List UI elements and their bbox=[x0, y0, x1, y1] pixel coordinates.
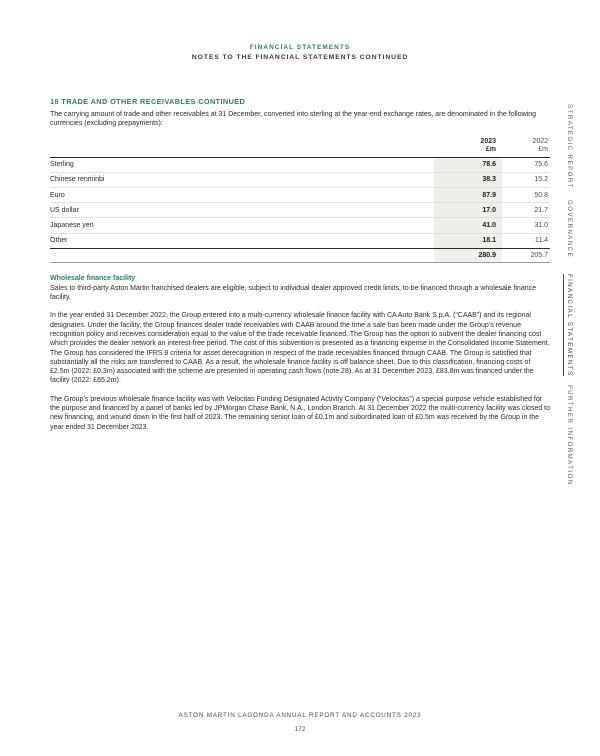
row-value-2023: 38.3 bbox=[434, 172, 502, 187]
table-header-empty bbox=[50, 138, 434, 158]
column-year-2022: 2022 bbox=[532, 137, 548, 145]
table-row bbox=[50, 172, 550, 187]
column-year-2023: 2023 bbox=[480, 137, 496, 145]
table-header-2022 bbox=[502, 138, 550, 158]
wholesale-paragraph-2: In the year ended 31 December 2022, the Group entered into a multi-currency wholesale finance facility with CA Auto Bank S.p.A. (“CAAB”) and its regional designates. Under the facility, the Group finances dealer trade receivables with CAAB around the time a sale has been made under the Group’s revenue recognition policy and receives consideration equal to the value of the trade receivable financed. The Group has the option to subvent the dealer financing cost which provides the dealer network an interest-free period. The cost of this subvention is presented as a financing expense in the Consolidated Income Statement. The Group has considered the IFRS 9 criteria for asset derecognition in respect of the trade receivables financed through CAAB. The Group is satisfied that substantially all the risks are transferred to CAAB. As a result, the wholesale finance facility is off balance sheet. Due to this classification, financing costs of £2.5m (2022: £0.3m) associated with the scheme are presented in operating cash flows (note 28). As at 31 December 2023, £83.8m was financed under the facility (2022: £65.2m). bbox=[50, 312, 550, 385]
sidebar-item-financial-statements[interactable]: FINANCIAL STATEMENTS bbox=[563, 274, 573, 376]
section-intro: The carrying amount of trade and other receivables at 31 December, converted into sterling at the year-end exchange rates, are denominated in the following currencies (excluding prepayments): bbox=[50, 111, 537, 128]
table-row bbox=[50, 187, 550, 202]
row-label: Japanese yen bbox=[50, 221, 94, 229]
row-label: Euro bbox=[50, 191, 65, 199]
total-value-2023: 280.9 bbox=[434, 248, 502, 262]
column-unit-2023: £m bbox=[485, 145, 496, 153]
row-label: Sterling bbox=[50, 161, 74, 169]
header-title: NOTES TO THE FINANCIAL STATEMENTS CONTINUED bbox=[191, 54, 409, 61]
table-header-row bbox=[50, 138, 550, 158]
row-value-2022: 11.4 bbox=[534, 237, 548, 245]
row-value-2023: 78.6 bbox=[434, 157, 502, 172]
table-total-row bbox=[50, 248, 550, 262]
section-heading: 18 TRADE AND OTHER RECEIVABLES CONTINUED bbox=[50, 97, 246, 106]
row-value-2022: 75.6 bbox=[534, 161, 548, 169]
main-content bbox=[50, 97, 550, 441]
sidebar-item-strategic-report[interactable]: STRATEGIC REPORT bbox=[566, 104, 573, 189]
total-label bbox=[50, 248, 434, 262]
currency-table bbox=[50, 138, 550, 263]
table-row bbox=[50, 218, 550, 233]
header-eyebrow: FINANCIAL STATEMENTS bbox=[249, 44, 351, 51]
row-value-2022: 50.8 bbox=[534, 191, 548, 199]
footer-text: ASTON MARTIN LAGONDA ANNUAL REPORT AND ACCOUNTS 2023 bbox=[178, 712, 422, 719]
table-row bbox=[50, 203, 550, 218]
table-header-2023 bbox=[434, 138, 502, 158]
total-value-2022: 205.7 bbox=[530, 251, 548, 259]
row-value-2022: 31.0 bbox=[534, 221, 548, 229]
row-value-2022: 21.7 bbox=[534, 206, 548, 214]
sidebar-item-further-information[interactable]: FURTHER INFORMATION bbox=[566, 385, 573, 486]
wholesale-paragraph-3: The Group’s previous wholesale finance facility was with Velocitas Funding Designated Activity Company (“Velocitas”) a special purpose vehicle established for the purpose and financed by a panel of banks led by JPMorgan Chase Bank, N.A., London Branch. At 31 December 2022 the multi-currency facility was closed to new financing, and wound down in the first half of 2023. The remaining senior loan of £0.1m and subordinated loan of £0.5m was received by the Group in the year ended 31 December 2023. bbox=[50, 395, 551, 431]
table-row bbox=[50, 157, 550, 172]
row-label: Other bbox=[50, 237, 68, 245]
row-value-2023: 41.0 bbox=[434, 218, 502, 233]
row-value-2022: 15.2 bbox=[534, 176, 548, 184]
wholesale-paragraph-1: Sales to third-party Aston Martin franchised dealers are eligible, subject to individual dealer approved credit limits, to be financed through a wholesale finance facility. bbox=[50, 284, 536, 302]
page-number: 172 bbox=[294, 726, 306, 733]
row-label: Chinese renminbi bbox=[50, 176, 105, 184]
table-row bbox=[50, 233, 550, 248]
column-unit-2022: £m bbox=[538, 145, 548, 153]
wholesale-heading: Wholesale finance facility bbox=[50, 274, 136, 282]
row-label: US dollar bbox=[50, 206, 79, 214]
row-value-2023: 18.1 bbox=[434, 233, 502, 248]
row-value-2023: 87.9 bbox=[434, 187, 502, 202]
sidebar-item-governance[interactable]: GOVERNANCE bbox=[566, 200, 573, 259]
running-header bbox=[0, 44, 600, 61]
row-value-2023: 17.0 bbox=[434, 203, 502, 218]
